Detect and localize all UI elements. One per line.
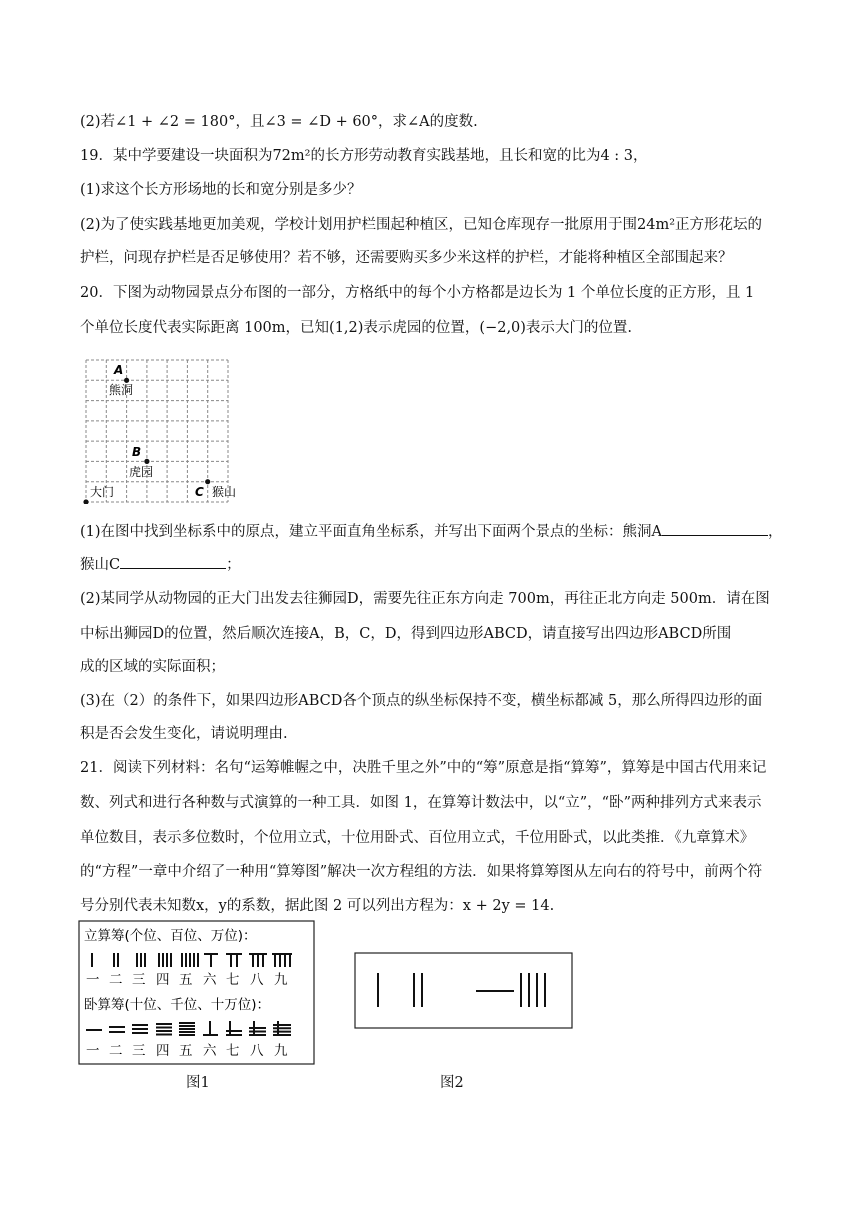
q21-line4: 的“方程”一章中介绍了一种用“算筹图”解决一次方程组的方法．如果将算筹图从左向右的符号中，前两个符 — [80, 864, 763, 880]
numerals-row-1 — [86, 972, 288, 988]
q19-part1: (1)求这个长方形场地的长和宽分别是多少？ — [80, 182, 362, 198]
answer-blank-c[interactable] — [120, 554, 226, 569]
q19-part2-line2: 护栏，问现存护栏是否足够使用？若不够，还需要购买多少米这样的护栏，才能将种植区全部围起来？ — [80, 250, 733, 266]
numeral: 八 — [250, 972, 264, 988]
label-tiger-park: 虎园 — [129, 465, 154, 479]
q21-line1: 21．阅读下列材料：名句“运筹帷幄之中，决胜千里之外”中的“筹”原意是指“算筹”，算筹是中国古代用来记 — [80, 760, 767, 776]
numeral: 七 — [226, 972, 240, 988]
point-gate — [83, 499, 88, 504]
figure-2-caption: 图2 — [440, 1075, 464, 1091]
q19-part2-line1: (2)为了使实践基地更加美观，学校计划用护栏围起种植区，已知仓库现存一批原用于围24m²正方形花坛的 — [80, 217, 763, 233]
fig1-horizontal-title: 卧算筹(十位、千位、十万位)： — [84, 997, 271, 1013]
q21-line2: 数、列式和进行各种数与式演算的一种工具．如图 1，在算筹计数法中，以“立”，“卧”两种排列方式来表示 — [80, 795, 762, 811]
numeral: 五 — [179, 1043, 193, 1059]
q20-part2-line1: (2)某同学从动物园的正大门出发去往狮园D，需要先往正东方向走 700m，再往正北方向走 500m．请在图 — [80, 591, 770, 607]
q18-part2: (2)若∠1 + ∠2 = 180°，且∠3 = ∠D + 60°，求∠A的度数. — [80, 114, 478, 130]
numeral: 一 — [86, 972, 100, 988]
numeral: 八 — [250, 1043, 264, 1059]
numeral: 九 — [274, 1043, 288, 1059]
label-c: C — [195, 485, 204, 499]
q20-part1-text2: 猴山C — [80, 557, 121, 573]
fig1-vertical-title: 立算筹(个位、百位、万位)： — [84, 928, 257, 944]
q20-part2-line3: 成的区域的实际面积； — [80, 659, 225, 675]
numeral: 六 — [203, 972, 217, 988]
label-a: A — [114, 363, 124, 377]
q21-line3: 单位数目，表示多位数时，个位用立式，十位用卧式、百位用立式，千位用卧式，以此类推．《九章算术》 — [80, 830, 755, 846]
numeral: 三 — [132, 972, 146, 988]
q20-part1-line1: (1)在图中找到坐标系中的原点，建立平面直角坐标系，并写出下面两个景点的坐标：熊洞A ， — [80, 521, 783, 542]
zoo-map-figure — [78, 352, 258, 504]
numeral: 二 — [109, 972, 123, 988]
numeral: 七 — [226, 1043, 240, 1059]
q20-part2-line2: 中标出狮园D的位置，然后顺次连接A，B，C，D，得到四边形ABCD，请直接写出四边形ABCD所围 — [80, 626, 732, 642]
q20-stem-line1: 20．下图为动物园景点分布图的一部分，方格纸中的每个小方格都是边长为 1 个单位长度的正方形，且 1 — [80, 285, 755, 301]
label-b: B — [132, 445, 142, 459]
numeral: 一 — [86, 1043, 100, 1059]
numeral: 二 — [109, 1043, 123, 1059]
point-c — [205, 479, 210, 484]
q21-line5: 号分别代表未知数x，y的系数，据此图 2 可以列出方程为：x + 2y = 14. — [80, 898, 555, 914]
figure-2-rod-equation — [354, 952, 574, 1030]
q19-stem: 19．某中学要建设一块面积为72m²的长方形劳动教育实践基地，且长和宽的比为4 : 3， — [80, 148, 648, 164]
answer-blank-a[interactable] — [662, 521, 768, 536]
point-b — [144, 459, 149, 464]
figure-1-counting-rods — [78, 920, 316, 1066]
numeral: 四 — [156, 1043, 170, 1059]
label-gate: 大门 — [90, 485, 115, 499]
q20-stem-line2: 个单位长度代表实际距离 100m，已知(1,2)表示虎园的位置，(−2,0)表示大门的位置. — [80, 320, 633, 336]
numeral: 五 — [179, 972, 193, 988]
numeral: 三 — [132, 1043, 146, 1059]
numeral: 九 — [274, 972, 288, 988]
q20-part3-line2: 积是否会发生变化，请说明理由. — [80, 726, 288, 742]
numeral: 六 — [203, 1043, 217, 1059]
q20-part1-text: (1)在图中找到坐标系中的原点，建立平面直角坐标系，并写出下面两个景点的坐标：熊洞A — [80, 524, 663, 540]
q20-part1-line2: 猴山C ； — [80, 554, 241, 575]
numerals-row-2 — [86, 1043, 288, 1059]
figure-1-caption: 图1 — [186, 1075, 210, 1091]
q20-part3-line1: (3)在（2）的条件下，如果四边形ABCD各个顶点的纵坐标保持不变，横坐标都减 5，那么所得四边形的面 — [80, 693, 763, 709]
label-bear-cave: 熊洞 — [109, 383, 134, 397]
label-monkey-hill: 猴山 — [212, 485, 237, 499]
numeral: 四 — [156, 972, 170, 988]
